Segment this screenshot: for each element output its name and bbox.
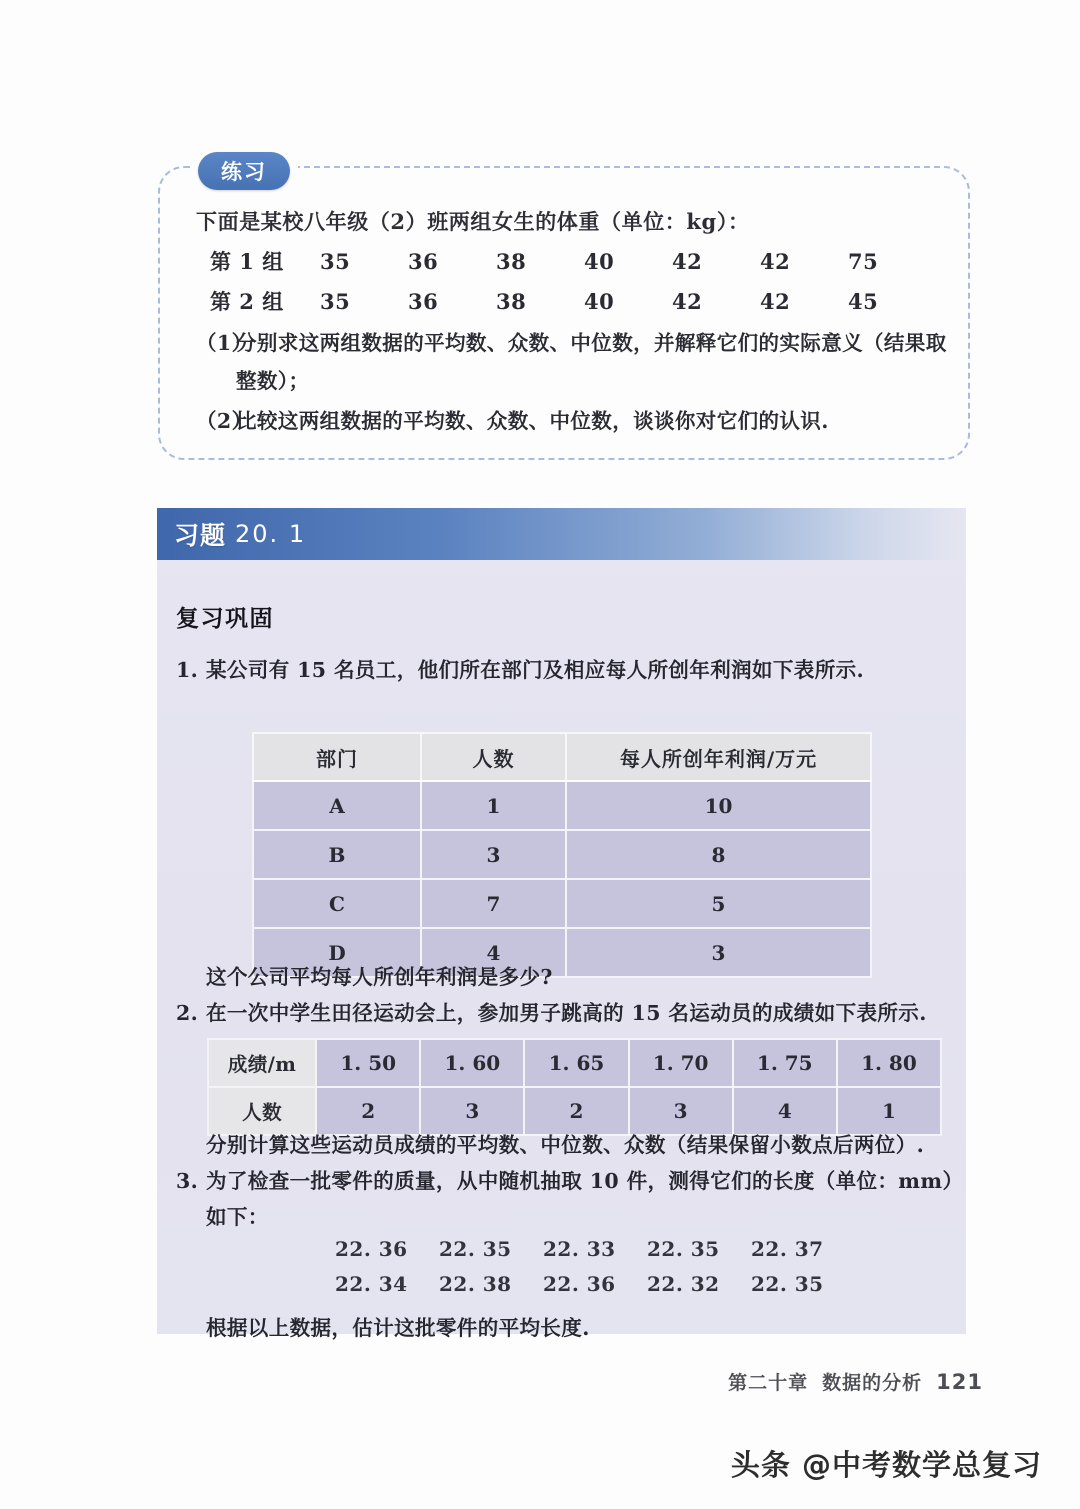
question-number: 3. bbox=[176, 1169, 199, 1193]
measurement-data bbox=[335, 1232, 895, 1302]
question-text: 比较这两组数据的平均数、众数、中位数，谈谈你对它们的认识. bbox=[236, 409, 829, 433]
cell-count: 4 bbox=[733, 1087, 837, 1135]
exercise-question-2 bbox=[176, 995, 961, 1031]
question-number: 1. bbox=[176, 658, 199, 682]
cell-headcount: 4 bbox=[421, 928, 566, 977]
table-header-row bbox=[253, 733, 871, 781]
cell-count: 3 bbox=[420, 1087, 524, 1135]
question-marker: （2） bbox=[196, 409, 253, 433]
measurement-value: 22. 38 bbox=[439, 1272, 512, 1296]
measurement-value: 22. 36 bbox=[543, 1272, 616, 1296]
practice-content bbox=[196, 202, 956, 440]
cell-department: A bbox=[253, 781, 421, 830]
practice-data-row-2 bbox=[196, 282, 956, 322]
exercise-header-bar bbox=[157, 508, 966, 560]
question-3-followup: 根据以上数据，估计这批零件的平均长度. bbox=[206, 1316, 590, 1340]
column-header-headcount: 人数 bbox=[421, 733, 566, 781]
cell-score: 1. 60 bbox=[420, 1039, 524, 1087]
exercise-question-3 bbox=[176, 1163, 966, 1199]
page-footer bbox=[728, 1368, 983, 1395]
weight-value: 42 bbox=[760, 289, 791, 314]
weight-value: 42 bbox=[760, 249, 791, 274]
cell-count: 1 bbox=[837, 1087, 941, 1135]
measurement-value: 22. 36 bbox=[335, 1237, 408, 1261]
question-text: 在一次中学生田径运动会上，参加男子跳高的 15 名运动员的成绩如下表所示. bbox=[206, 1001, 927, 1025]
weight-value: 36 bbox=[408, 289, 439, 314]
cell-profit: 5 bbox=[566, 879, 871, 928]
row-label-count: 人数 bbox=[208, 1087, 316, 1135]
cell-profit: 3 bbox=[566, 928, 871, 977]
cell-department: D bbox=[253, 928, 421, 977]
practice-question-1 bbox=[196, 324, 956, 400]
practice-intro-text: 下面是某校八年级（2）班两组女生的体重（单位：kg）： bbox=[196, 209, 750, 234]
question-number: 2. bbox=[176, 1001, 199, 1025]
measurement-value: 22. 33 bbox=[543, 1237, 616, 1261]
measurement-value: 22. 37 bbox=[751, 1237, 824, 1261]
cell-headcount: 7 bbox=[421, 879, 566, 928]
weight-value: 45 bbox=[848, 289, 879, 314]
footer-section: 数据的分析 bbox=[822, 1372, 923, 1394]
weight-value: 40 bbox=[584, 249, 615, 274]
cell-count: 2 bbox=[524, 1087, 628, 1135]
table-row bbox=[253, 781, 871, 830]
department-profit-table bbox=[252, 732, 872, 978]
question-marker: （1） bbox=[196, 331, 253, 355]
measurement-row-2 bbox=[335, 1267, 895, 1302]
question-3-text-continued: 如下： bbox=[206, 1205, 269, 1229]
weight-value: 42 bbox=[672, 289, 703, 314]
practice-data-row-1 bbox=[196, 242, 956, 282]
weight-value: 75 bbox=[848, 249, 879, 274]
page-number: 121 bbox=[936, 1370, 983, 1394]
practice-badge: 练习 bbox=[198, 152, 290, 190]
question-1-followup: 这个公司平均每人所创年利润是多少? bbox=[206, 965, 553, 989]
exercise-question-1 bbox=[176, 652, 951, 688]
cell-count: 3 bbox=[629, 1087, 733, 1135]
measurement-value: 22. 35 bbox=[439, 1237, 512, 1261]
high-jump-score-table bbox=[207, 1038, 942, 1136]
cell-department: B bbox=[253, 830, 421, 879]
group-label: 第 2 组 bbox=[210, 289, 284, 314]
question-2-followup: 分别计算这些运动员成绩的平均数、中位数、众数（结果保留小数点后两位）. bbox=[206, 1133, 925, 1157]
table-row bbox=[253, 879, 871, 928]
cell-score: 1. 65 bbox=[524, 1039, 628, 1087]
table-row bbox=[253, 830, 871, 879]
cell-department: C bbox=[253, 879, 421, 928]
cell-count: 2 bbox=[316, 1087, 420, 1135]
weight-value: 35 bbox=[320, 249, 351, 274]
weight-value: 36 bbox=[408, 249, 439, 274]
cell-score: 1. 50 bbox=[316, 1039, 420, 1087]
column-header-department: 部门 bbox=[253, 733, 421, 781]
watermark-text: 头条 @中考数学总复习 bbox=[730, 1448, 1042, 1482]
measurement-value: 22. 32 bbox=[647, 1272, 720, 1296]
cell-score: 1. 80 bbox=[837, 1039, 941, 1087]
cell-headcount: 1 bbox=[421, 781, 566, 830]
row-label-score: 成绩/m bbox=[208, 1039, 316, 1087]
cell-profit: 10 bbox=[566, 781, 871, 830]
question-text: 为了检查一批零件的质量，从中随机抽取 10 件，测得它们的长度（单位：mm） bbox=[206, 1169, 964, 1193]
weight-value: 38 bbox=[496, 249, 527, 274]
exercise-header-number: 20. 1 bbox=[235, 520, 307, 548]
footer-chapter: 第二十章 bbox=[728, 1372, 809, 1394]
exercise-subheading: 复习巩固 bbox=[176, 606, 274, 632]
group-label: 第 1 组 bbox=[210, 249, 284, 274]
measurement-value: 22. 35 bbox=[647, 1237, 720, 1261]
cell-score: 1. 70 bbox=[629, 1039, 733, 1087]
weight-value: 40 bbox=[584, 289, 615, 314]
weight-value: 38 bbox=[496, 289, 527, 314]
cell-headcount: 3 bbox=[421, 830, 566, 879]
column-header-profit: 每人所创年利润/万元 bbox=[566, 733, 871, 781]
exercise-panel bbox=[157, 508, 966, 1340]
exercise-header-title: 习题 bbox=[174, 521, 227, 550]
practice-question-2 bbox=[196, 402, 956, 440]
cell-score: 1. 75 bbox=[733, 1039, 837, 1087]
measurement-value: 22. 34 bbox=[335, 1272, 408, 1296]
measurement-value: 22. 35 bbox=[751, 1272, 824, 1296]
question-text: 某公司有 15 名员工，他们所在部门及相应每人所创年利润如下表所示. bbox=[206, 658, 865, 682]
table-row-scores bbox=[208, 1039, 941, 1087]
weight-value: 42 bbox=[672, 249, 703, 274]
cell-profit: 8 bbox=[566, 830, 871, 879]
weight-value: 35 bbox=[320, 289, 351, 314]
measurement-row-1 bbox=[335, 1232, 895, 1267]
question-text: 分别求这两组数据的平均数、众数、中位数，并解释它们的实际意义（结果取整数）； bbox=[236, 331, 947, 393]
